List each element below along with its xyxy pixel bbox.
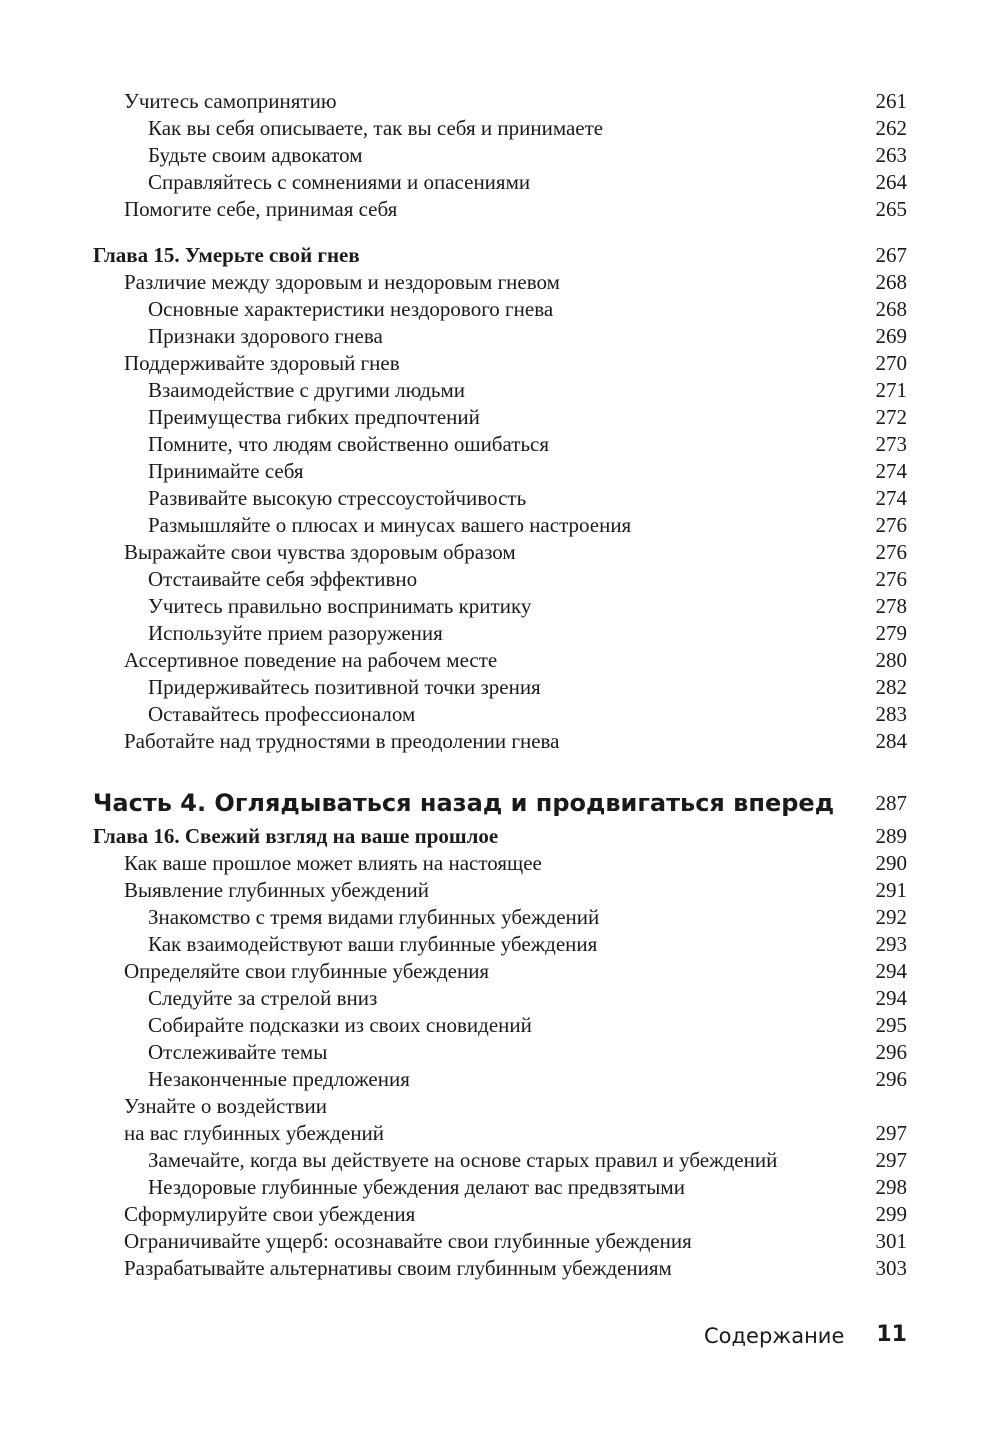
toc-entry-title: Разрабатывайте альтернативы своим глубинным убеждениям [124, 1256, 672, 1280]
toc-entry [0, 1093, 1000, 1120]
toc-entry-title: Основные характеристики нездорового гнева [148, 297, 554, 321]
toc-entry-page: 291 [875, 878, 907, 902]
toc-entry-title: Глава 15. Умерьте свой гнев [93, 243, 360, 267]
toc-entry-page: 289 [875, 824, 907, 848]
toc-entry [0, 701, 1000, 728]
toc-entry-title: Определяйте свои глубинные убеждения [124, 959, 490, 983]
toc-entry-page: 294 [875, 986, 907, 1010]
toc-entry [0, 877, 1000, 904]
toc-entry-title: Различие между здоровым и нездоровым гневом [124, 270, 560, 294]
toc-entry [0, 566, 1000, 593]
toc-entry [0, 1201, 1000, 1228]
toc-entry [0, 593, 1000, 620]
toc-entry-title: Замечайте, когда вы действуете на основе старых правил и убеждений [148, 1148, 778, 1172]
toc-entry-title: Поддерживайте здоровый гнев [124, 351, 400, 375]
toc-entry [0, 1039, 1000, 1066]
toc-entry [0, 431, 1000, 458]
toc-entry [0, 985, 1000, 1012]
toc-entry-title: Признаки здорового гнева [148, 324, 383, 348]
toc-entry-page: 268 [875, 297, 907, 321]
toc-entry-page: 280 [875, 648, 907, 672]
toc-entry-page: 293 [875, 932, 907, 956]
toc-entry-page: 267 [875, 243, 907, 267]
toc-entry-page: 278 [875, 594, 907, 618]
toc-entry-page: 296 [875, 1040, 907, 1064]
toc-entry-page: 294 [875, 959, 907, 983]
toc-entry-title: Учитесь самопринятию [124, 89, 337, 113]
toc-entry-title: Как ваше прошлое может влиять на настоящее [124, 851, 542, 875]
toc-entry-title: Выражайте свои чувства здоровым образом [124, 540, 516, 564]
toc-entry-page: 276 [875, 540, 907, 564]
toc-entry-title: Оставайтесь профессионалом [148, 702, 416, 726]
toc-entry-page: 299 [875, 1202, 907, 1226]
toc-entry-title: Преимущества гибких предпочтений [148, 405, 480, 429]
toc-entry-title: Учитесь правильно воспринимать критику [148, 594, 532, 618]
toc-entry [0, 1228, 1000, 1255]
toc-entry-page: 290 [875, 851, 907, 875]
toc-entry [0, 115, 1000, 142]
toc-entry-title: Отстаивайте себя эффективно [148, 567, 418, 591]
toc-entry-page: 274 [875, 486, 907, 510]
toc-entry-title: Глава 16. Свежий взгляд на ваше прошлое [93, 824, 499, 848]
toc-entry-page: 298 [875, 1175, 907, 1199]
toc-entry-title: Собирайте подсказки из своих сновидений [148, 1013, 532, 1037]
toc-entry-title: Принимайте себя [148, 459, 304, 483]
toc-entry [0, 850, 1000, 877]
toc-entry-title: Как взаимодействуют ваши глубинные убеждения [148, 932, 598, 956]
part-heading [0, 786, 1000, 820]
toc-entry-page: 273 [875, 432, 907, 456]
toc-entry-title: Часть 4. Оглядываться назад и продвигаться вперед [93, 789, 835, 817]
toc-entry-page: 265 [875, 197, 907, 221]
toc-entry-title: Как вы себя описываете, так вы себя и принимаете [148, 116, 604, 140]
toc-entry-page: 287 [875, 791, 907, 815]
toc-entry-page: 264 [875, 170, 907, 194]
toc-entry-title: Помогите себе, принимая себя [124, 197, 398, 221]
page-number: 11 [876, 1322, 907, 1347]
toc-entry-page: 274 [875, 459, 907, 483]
toc-entry-page: 272 [875, 405, 907, 429]
toc-entry-page: 268 [875, 270, 907, 294]
toc-entry-page: 279 [875, 621, 907, 645]
toc-entry-page: 262 [875, 116, 907, 140]
toc-entry-title: Узнайте о воздействии [124, 1094, 327, 1118]
toc-entry [0, 1147, 1000, 1174]
toc-entry [0, 904, 1000, 931]
toc-entry [0, 404, 1000, 431]
toc-entry [0, 674, 1000, 701]
toc-entry-page: 282 [875, 675, 907, 699]
toc-entry [0, 958, 1000, 985]
toc-entry-title: Справляйтесь с сомнениями и опасениями [148, 170, 531, 194]
toc-entry-title: Используйте прием разоружения [148, 621, 443, 645]
toc-entry-title: Следуйте за стрелой вниз [148, 986, 378, 1010]
toc-entry [0, 1255, 1000, 1282]
toc-entry-title: Выявление глубинных убеждений [124, 878, 429, 902]
toc-entry [0, 350, 1000, 377]
toc-entry-title: Взаимодействие с другими людьми [148, 378, 466, 402]
toc-entry [0, 1174, 1000, 1201]
toc-entry-page: 270 [875, 351, 907, 375]
toc-entry-title: Придерживайтесь позитивной точки зрения [148, 675, 541, 699]
toc-entry [0, 539, 1000, 566]
toc-entry [0, 512, 1000, 539]
toc-entry [0, 323, 1000, 350]
toc-entry-page: 295 [875, 1013, 907, 1037]
toc-entry [0, 169, 1000, 196]
toc-entry [0, 728, 1000, 755]
toc-entry [0, 647, 1000, 674]
toc-entry-title: Помните, что людям свойственно ошибаться [148, 432, 549, 456]
toc-entry-page: 296 [875, 1067, 907, 1091]
toc-entry-page: 271 [875, 378, 907, 402]
toc-entry-page: 276 [875, 513, 907, 537]
toc-entry [0, 1120, 1000, 1147]
chapter-heading [0, 242, 1000, 269]
toc-entry [0, 142, 1000, 169]
chapter-heading [0, 823, 1000, 850]
toc-entry [0, 377, 1000, 404]
toc-entry-page: 301 [875, 1229, 907, 1253]
toc-entry-title: на вас глубинных убеждений [124, 1121, 385, 1145]
toc-entry [0, 1012, 1000, 1039]
toc-entry-title: Незаконченные предложения [148, 1067, 410, 1091]
toc-entry [0, 269, 1000, 296]
toc-entry-title: Сформулируйте свои убеждения [124, 1202, 416, 1226]
toc-entry-page: 297 [875, 1121, 907, 1145]
toc-entry-title: Знакомство с тремя видами глубинных убеждений [148, 905, 600, 929]
toc-entry-page: 297 [875, 1148, 907, 1172]
toc-entry-page: 303 [875, 1256, 907, 1280]
toc-entry-page: 263 [875, 143, 907, 167]
toc-entry-title: Работайте над трудностями в преодолении гнева [124, 729, 560, 753]
toc-entry-page: 276 [875, 567, 907, 591]
toc-entry [0, 458, 1000, 485]
toc-entry [0, 88, 1000, 115]
toc-entry-title: Размышляйте о плюсах и минусах вашего настроения [148, 513, 632, 537]
toc-entry-title: Отслеживайте темы [148, 1040, 328, 1064]
toc-entry [0, 620, 1000, 647]
toc-entry [0, 485, 1000, 512]
toc-entry-title: Будьте своим адвокатом [148, 143, 363, 167]
toc-entry-page: 284 [875, 729, 907, 753]
toc-entry [0, 931, 1000, 958]
toc-entry-page: 261 [875, 89, 907, 113]
running-footer-label: Содержание [704, 1324, 845, 1348]
toc-entry-title: Нездоровые глубинные убеждения делают вас предвзятыми [148, 1175, 685, 1199]
toc-entry-page: 283 [875, 702, 907, 726]
toc-entry-page: 269 [875, 324, 907, 348]
toc-entry [0, 296, 1000, 323]
toc-entry-title: Ассертивное поведение на рабочем месте [124, 648, 498, 672]
toc-entry-title: Ограничивайте ущерб: осознавайте свои глубинные убеждения [124, 1229, 692, 1253]
toc-entry-page: 292 [875, 905, 907, 929]
toc-entry [0, 196, 1000, 223]
toc-entry [0, 1066, 1000, 1093]
toc-entry-title: Развивайте высокую стрессоустойчивость [148, 486, 527, 510]
